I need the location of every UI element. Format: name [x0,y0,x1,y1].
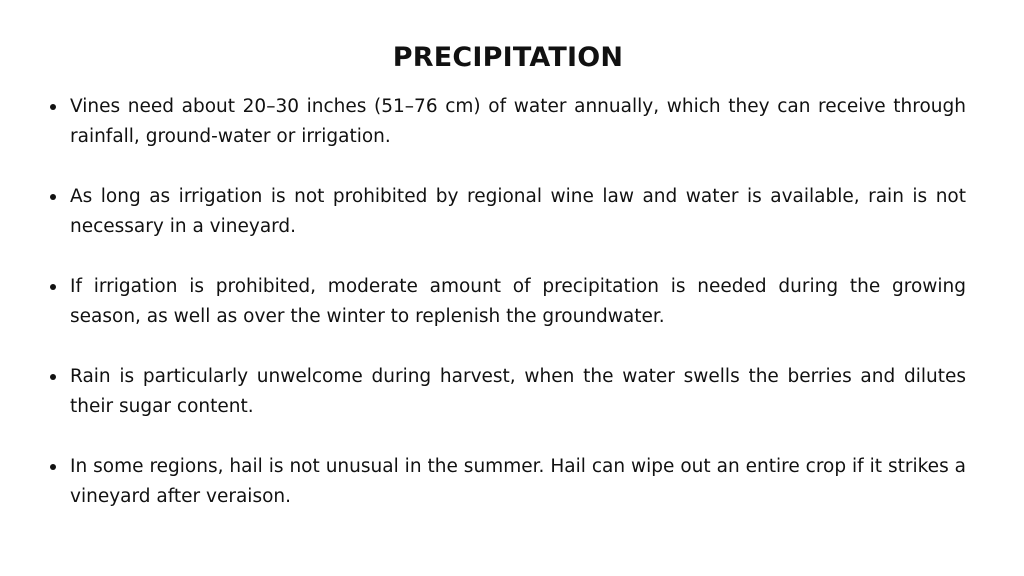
bullet-dot-icon [50,284,56,290]
bullet-text: Rain is particularly unwelcome during harvest, when the water swells the berries and dilutes their sugar content. [70,366,966,417]
bullet-dot-icon [50,464,56,470]
bullet-text: In some regions, hail is not unusual in the summer. Hail can wipe out an entire crop if it strikes a vineyard after veraison. [70,456,966,507]
bullet-item-hail [48,452,966,512]
bullet-item-irrigation [48,182,966,242]
bullet-item-water-needs [48,92,966,152]
bullet-item-harvest-rain [48,362,966,422]
bullet-text: If irrigation is prohibited, moderate amount of precipitation is needed during the growing season, as well as over the winter to replenish the groundwater. [70,276,966,327]
bullet-dot-icon [50,374,56,380]
bullet-item-prohibited-irrigation [48,272,966,332]
bullet-dot-icon [50,104,56,110]
bullet-text: Vines need about 20–30 inches (51–76 cm) of water annually, which they can receive through rainfall, ground-water or irrigation. [70,96,966,147]
slide-title: PRECIPITATION [392,42,624,73]
bullet-dot-icon [50,194,56,200]
bullet-list [48,92,966,542]
bullet-text: As long as irrigation is not prohibited by regional wine law and water is available, rain is not necessary in a vineyard. [70,186,966,237]
